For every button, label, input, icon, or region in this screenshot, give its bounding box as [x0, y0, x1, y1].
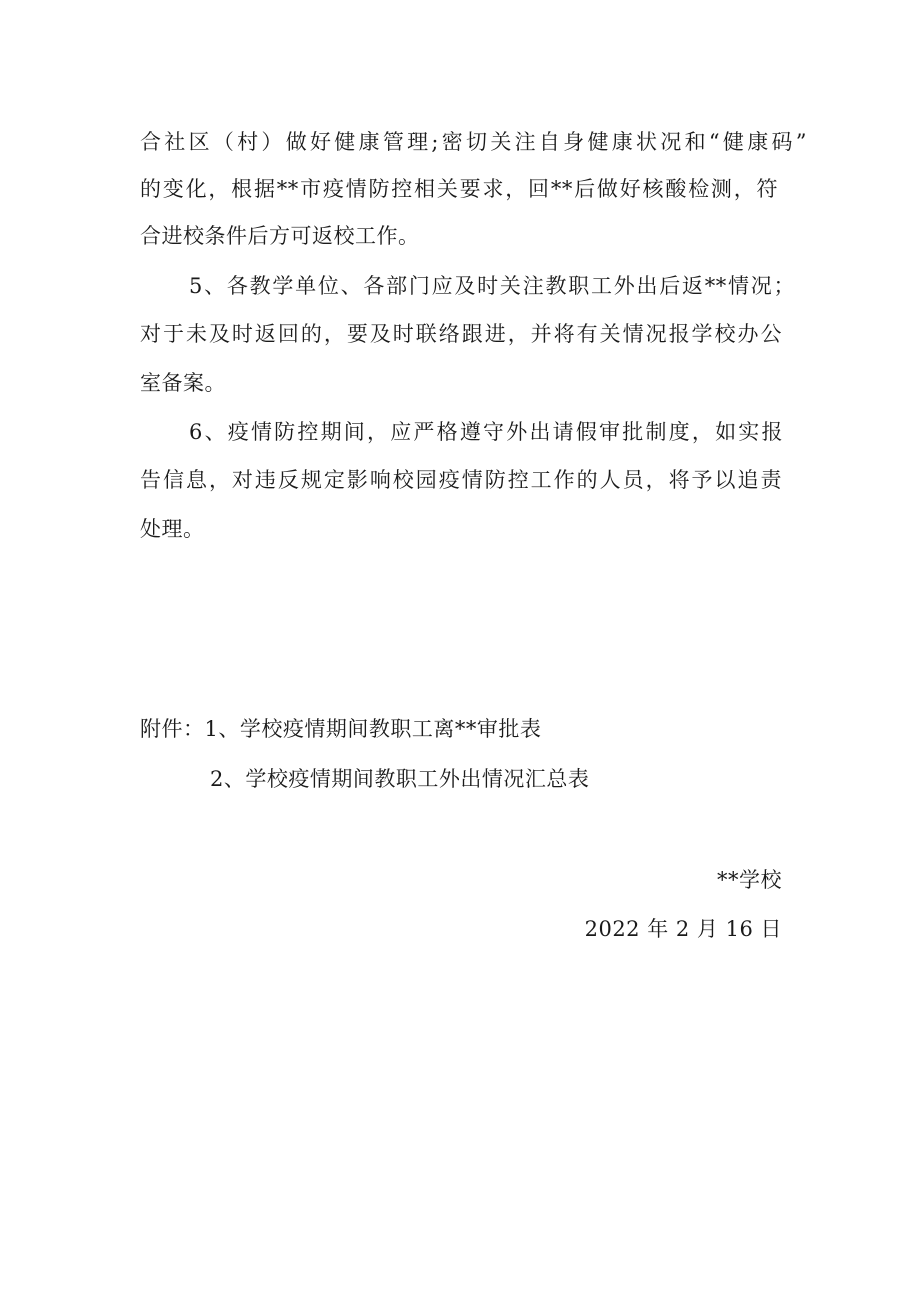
attachment-line: 2、学校疫情期间教职工外出情况汇总表 [210, 767, 590, 791]
paragraph-line: 的变化，根据**市疫情防控相关要求，回**后做好核酸检测，符 [140, 177, 778, 201]
signature-org: **学校 [717, 868, 782, 892]
paragraph-line: 5、各教学单位、各部门应及时关注教职工外出后返**情况； [189, 274, 795, 298]
paragraph-line: 告信息，对违反规定影响校园疫情防控工作的人员，将予以追责 [140, 468, 782, 492]
paragraph-line: 6、疫情防控期间，应严格遵守外出请假审批制度，如实报 [189, 420, 783, 444]
paragraph-line: 处理。 [140, 517, 205, 541]
paragraph-line: 合社区（村）做好健康管理;密切关注自身健康状况和“健康码” [140, 130, 807, 154]
attachment-line: 附件：1、学校疫情期间教职工离**审批表 [140, 717, 542, 741]
paragraph-line: 室备案。 [140, 371, 226, 395]
paragraph-line: 对于未及时返回的，要及时联络跟进，并将有关情况报学校办公 [140, 322, 782, 346]
paragraph-line: 合进校条件后方可返校工作。 [140, 224, 420, 248]
signature-date: 2022 年 2 月 16 日 [584, 917, 782, 941]
